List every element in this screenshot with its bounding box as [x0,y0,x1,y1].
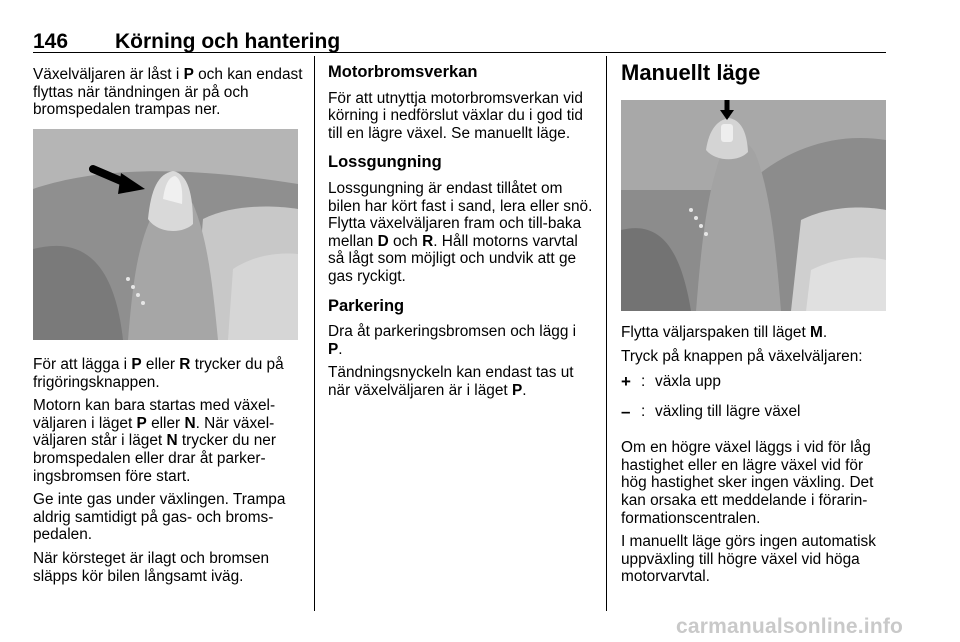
column-1 [33,66,303,119]
paragraph: Dra åt parkeringsbromsen och lägg i P. [328,323,577,358]
key-row-upshift [621,373,887,391]
paragraph: Tändningsnyckeln kan endast tas ut när växelväljaren är i läget P. [328,364,574,399]
column-3 [621,60,887,85]
column-1-lower [33,356,303,585]
paragraph: För att utnyttja motorbromsverkan vid körning i nedförslut växlar du i god tid till en lägre växel. Se manuellt läge. [328,89,583,142]
gear-selector-photo [33,129,298,340]
column-3-lower [621,324,887,586]
page-number: 146 [33,30,69,53]
section-heading: Motorbromsverkan [328,63,478,81]
plus-icon: + [621,372,631,392]
watermark: carmanualsonline.info [676,615,904,638]
paragraph: Flytta väljarspaken till läget M. [621,324,828,341]
key-colon: : [641,403,646,421]
section-heading: Lossgungning [328,153,442,172]
paragraph: När körsteget är ilagt och bromsen släpps kör bilen långsamt iväg. [33,549,270,585]
paragraph: Om en högre växel läggs i vid för låg hastighet eller en lägre växel vid för hög hastighet sker ingen växling. Det kan orsaka ett meddelande i förarin-formationscentralen. [621,439,874,527]
section-heading: Parkering [328,296,405,315]
minus-icon: – [621,402,631,422]
paragraph: I manuellt läge görs ingen automatisk uppväxling till högre växel vid höga motorvarvtal. [621,533,876,586]
paragraph: Motorn kan bara startas med växel-väljaren i läget P eller N. När växel-väljaren står i läget N trycker du ner bromspedalen eller drar åt parker-ingsbromsen före start. [33,397,276,485]
key-description: växling till lägre växel [655,403,801,421]
paragraph: Tryck på knappen på växelväljaren: [621,347,863,365]
key-row-downshift [621,403,887,421]
paragraph: För att lägga i P eller R trycker du på frigöringsknappen. [33,356,284,391]
paragraph: Lossgungning är endast tillåtet om bilen har kört fast i sand, lera eller snö. Flytta växelväljaren fram och till-baka mellan D och R. Håll motorns varvtal så lågt som möjligt och undvik att ge gas ryckigt. [328,179,593,285]
manual-mode-photo [621,100,886,311]
page-title: Körning och hantering [115,30,341,53]
key-colon: : [641,373,646,391]
page-header [33,8,886,53]
intro-paragraph: Växelväljaren är låst i P och kan endast flyttas när tändningen är på och bromspedalen trampas ner. [33,66,303,119]
column-divider [606,56,607,611]
section-heading: Manuellt läge [621,60,761,85]
column-2 [328,64,594,400]
paragraph: Ge inte gas under växlingen. Trampa aldrig samtidigt på gas- och broms-pedalen. [33,491,286,544]
key-description: växla upp [655,373,721,391]
column-divider [314,56,315,611]
